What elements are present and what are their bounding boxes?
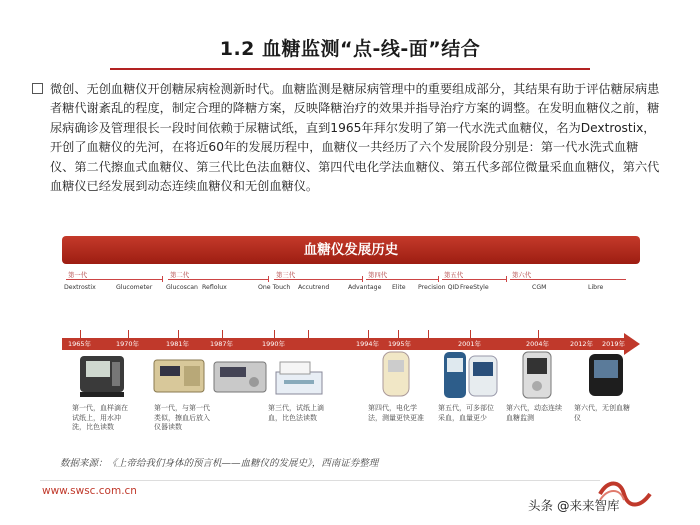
year-tick: [398, 330, 399, 338]
phase-label: 第三代: [276, 271, 296, 279]
company-url: www.swsc.com.cn: [42, 485, 137, 497]
product-name: Precision QID: [418, 284, 460, 291]
title-underline: [110, 68, 590, 70]
year-tick: [428, 330, 429, 338]
year-tick: [308, 330, 309, 338]
second-gen-meter-image: [152, 354, 206, 398]
product-name: FreeStyle: [460, 284, 489, 291]
checkbox-bullet-icon: [32, 83, 43, 94]
year-label: 2019年: [602, 340, 626, 348]
device-caption: 第一代，与第一代类似，擦血后放入仪器读数: [154, 404, 210, 431]
year-label: 2001年: [458, 340, 482, 348]
year-tick: [274, 330, 275, 338]
product-name: Glucoscan: [166, 284, 198, 291]
phase-bracket: [66, 279, 162, 280]
device-caption: 第六代，动态连续血糖监测: [506, 404, 562, 422]
product-name: Libre: [588, 284, 604, 291]
phase-bracket: [168, 279, 268, 280]
product-name: Elite: [392, 284, 406, 291]
device-caption: 第一代，血样滴在试纸上，用水冲洗，比色读数: [72, 404, 128, 431]
device-caption: 第三代，试纸上滴血，比色法读数: [268, 404, 324, 422]
footer-divider: [40, 480, 600, 481]
year-label: 1965年: [68, 340, 92, 348]
freestyle-meter-image: [466, 354, 500, 398]
product-name: Accutrend: [298, 284, 330, 291]
year-label: 1987年: [210, 340, 234, 348]
year-label: 2004年: [526, 340, 550, 348]
phase-divider: [362, 276, 363, 282]
device-caption: 第五代，可多部位采血，血量更少: [438, 404, 494, 422]
intro-text: 微创、无创血糖仪开创糖尿病检测新时代。血糖监测是糖尿病管理中的重要组成部分，其结果有助于评估糖尿病患者糖代谢紊乱的程度，制定合理的降糖方案，反映降糖治疗的效果并指导治疗方案的调整。在发明血糖仪之前，糖尿病确诊及管理很长一段时间依赖于尿糖试纸，直到1965年拜尔发明了第一代水洗式血糖仪，名为Dextrostix，开创了血糖仪的先河，在将近60年的发展历程中，血糖仪一共经历了六个发展阶段分别是：第一代水洗式血糖仪、第二代擦血式血糖仪、第三代比色法血糖仪、第四代电化学法血糖仪、第五代多部位微量采血血糖仪，第六代血糖仪已经发展到动态连续血糖仪和无创血糖仪。: [50, 82, 660, 194]
cgm-meter-image: [520, 350, 554, 400]
watermark: 头条 @来来智库: [528, 498, 620, 513]
glucoscan-meter-image: [212, 358, 268, 398]
year-tick: [128, 330, 129, 338]
phase-label: 第一代: [68, 271, 88, 279]
year-tick: [222, 330, 223, 338]
first-gen-meter-image: [76, 352, 130, 400]
timeline-arrow-icon: [624, 333, 640, 355]
intro-paragraph: [50, 80, 662, 196]
year-label: 1970年: [116, 340, 140, 348]
year-label: 1994年: [356, 340, 380, 348]
phase-label: 第五代: [444, 271, 464, 279]
year-label: 1990年: [262, 340, 286, 348]
year-tick: [178, 330, 179, 338]
product-name: One Touch: [258, 284, 291, 291]
phase-divider: [506, 276, 507, 282]
product-name: Dextrostix: [64, 284, 96, 291]
device-caption: 第六代，无创血糖仪: [574, 404, 630, 422]
libre-reader-image: [586, 352, 626, 398]
product-name: Advantage: [348, 284, 382, 291]
figure-banner: 血糖仪发展历史: [62, 236, 640, 264]
phase-bracket: [274, 279, 362, 280]
strip-box-image: [272, 358, 328, 400]
year-label: 2012年: [570, 340, 594, 348]
advantage-meter-image: [378, 350, 414, 400]
phase-label: 第二代: [170, 271, 190, 279]
phase-divider: [438, 276, 439, 282]
phase-divider: [268, 276, 269, 282]
year-tick: [470, 330, 471, 338]
phase-label: 第六代: [512, 271, 532, 279]
product-name: Glucometer: [116, 284, 153, 291]
product-name: Reflolux: [202, 284, 227, 291]
year-label: 1981年: [166, 340, 190, 348]
phase-label: 第四代: [368, 271, 388, 279]
history-figure: [62, 236, 640, 441]
data-source-note: 数据来源：《上帝给我们身体的预言机——血糖仪的发展史》，西南证券整理: [60, 458, 379, 469]
year-tick: [80, 330, 81, 338]
product-name: CGM: [532, 284, 547, 291]
device-caption: 第四代，电化学法，测量更快更准: [368, 404, 424, 422]
year-tick: [538, 330, 539, 338]
phase-bracket: [366, 279, 438, 280]
phase-divider: [162, 276, 163, 282]
year-tick: [368, 330, 369, 338]
phase-bracket: [510, 279, 626, 280]
year-label: 1995年: [388, 340, 412, 348]
page-title: 1.2 血糖监测“点-线-面”结合: [219, 38, 481, 60]
phase-bracket: [442, 279, 506, 280]
